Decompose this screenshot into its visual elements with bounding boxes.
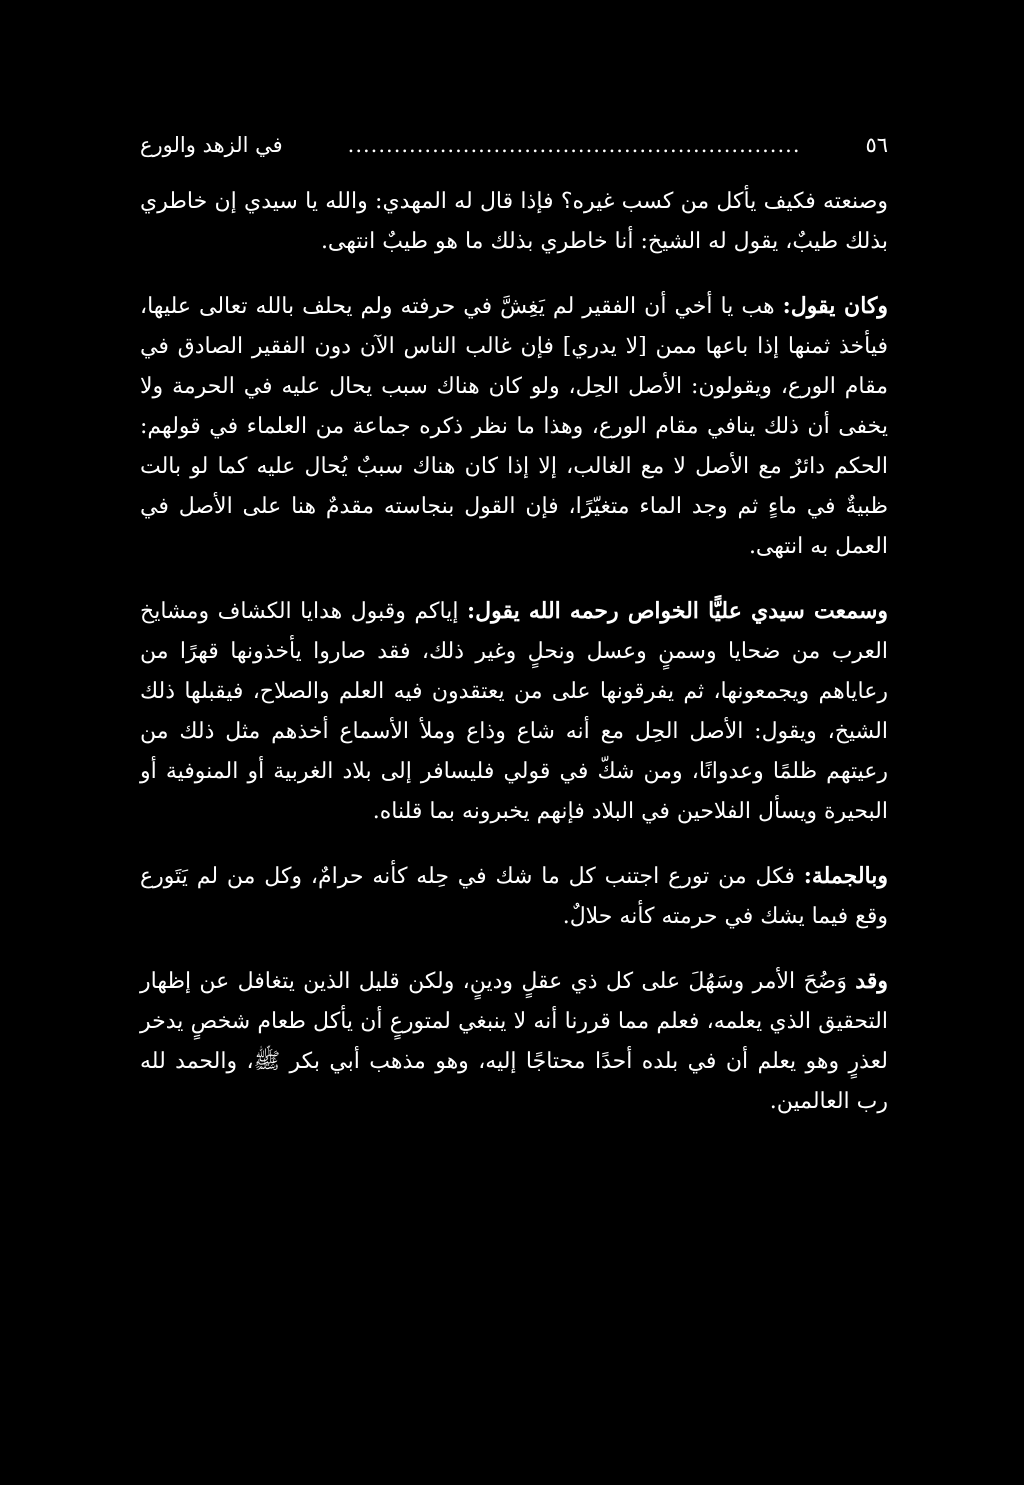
- paragraph-5: [140, 961, 888, 1122]
- paragraph-2-text: هب يا أخي أن الفقير لم يَغِشَّ في حرفته ولم يحلف بالله تعالى عليها، فيأخذ ثمنها إذا باعها ممن [لا يدري] فإن غالب الناس الآن دون الفقير الصادق في مقام الورع، ويقولون: الأصل الحِل، ولو كان هناك سبب يحال عليه في الحرمة ولا يخفى أن ذلك ينافي مقام الورع، وهذا ما نظر ذكره جماعة من العلماء في قولهم: الحكم دائرٌ مع الأصل لا مع الغالب، إلا إذا كان هناك سببٌ يُحال عليه كما لو بالت ظبيةٌ في ماءٍ ثم وجد الماء متغيّرًا، فإن القول بنجاسته مقدمٌ هنا على الأصل في العمل به انتهى.: [140, 294, 888, 559]
- book-page: [140, 130, 888, 1146]
- paragraph-4-lead: وبالجملة:: [803, 863, 889, 889]
- paragraph-4-text: فكل من تورع اجتنب كل ما شك في حِله كأنه حرامٌ، وكل من لم يَتَورع وقع فيما يشك في حرمته كأنه حلالٌ.: [140, 864, 888, 929]
- running-title: في الزهد والورع: [140, 133, 283, 157]
- page-header: [140, 130, 888, 160]
- paragraph-3-text: إياكم وقبول هدايا الكشاف ومشايخ العرب من ضحايا وسمنٍ وعسل ونحلٍ وغير ذلك، فقد صاروا يأخذونها قهرًا من رعاياهم ويجمعونها، ثم يفرقونها على من يعتقدون فيه العلم والصلاح، فيقبلها ذلك الشيخ، ويقول: الأصل الحِل مع أنه شاع وذاع وملأ الأسماع أخذهم مثل ذلك من رعيتهم ظلمًا وعدوانًا، ومن شكّ في قولي فليسافر إلى بلاد الغربية أو المنوفية أو البحيرة ويسأل الفلاحين في البلاد فإنهم يخبرونه بما قلناه.: [140, 599, 888, 824]
- header-dot-leader: ...........................................................: [347, 133, 801, 157]
- paragraph-5-lead: وقد: [855, 968, 888, 994]
- page-number: ٥٦: [865, 133, 888, 157]
- paragraph-3: [140, 591, 888, 832]
- paragraph-4: [140, 856, 888, 937]
- page-body: [140, 182, 888, 1122]
- paragraph-1: [140, 182, 888, 262]
- paragraph-3-lead: وسمعت سيدي عليًّا الخواص رحمه الله يقول:: [466, 598, 889, 624]
- paragraph-5-text: وَضُحَ الأمر وسَهُلَ على كل ذي عقلٍ ودينٍ، ولكن قليل الذين يتغافل عن إظهار التحقيق الذي يعلمه، فعلم مما قررنا أنه لا ينبغي لمتورعٍ أن يأكل طعام شخصٍ يدخر لعذرٍ وهو يعلم أن في بلده أحدًا محتاجًا إليه، وهو مذهب أبي بكر ﷺ، والحمد لله رب العالمين.: [140, 969, 888, 1114]
- paragraph-2-lead: وكان يقول:: [782, 293, 888, 319]
- paragraph-2: [140, 286, 888, 567]
- paragraph-1-text: وصنعته فكيف يأكل من كسب غيره؟ فإذا قال له المهدي: والله يا سيدي إن خاطري بذلك طيبٌ، يقول له الشيخ: أنا خاطري بذلك ما هو طيبٌ انتهى.: [140, 189, 888, 254]
